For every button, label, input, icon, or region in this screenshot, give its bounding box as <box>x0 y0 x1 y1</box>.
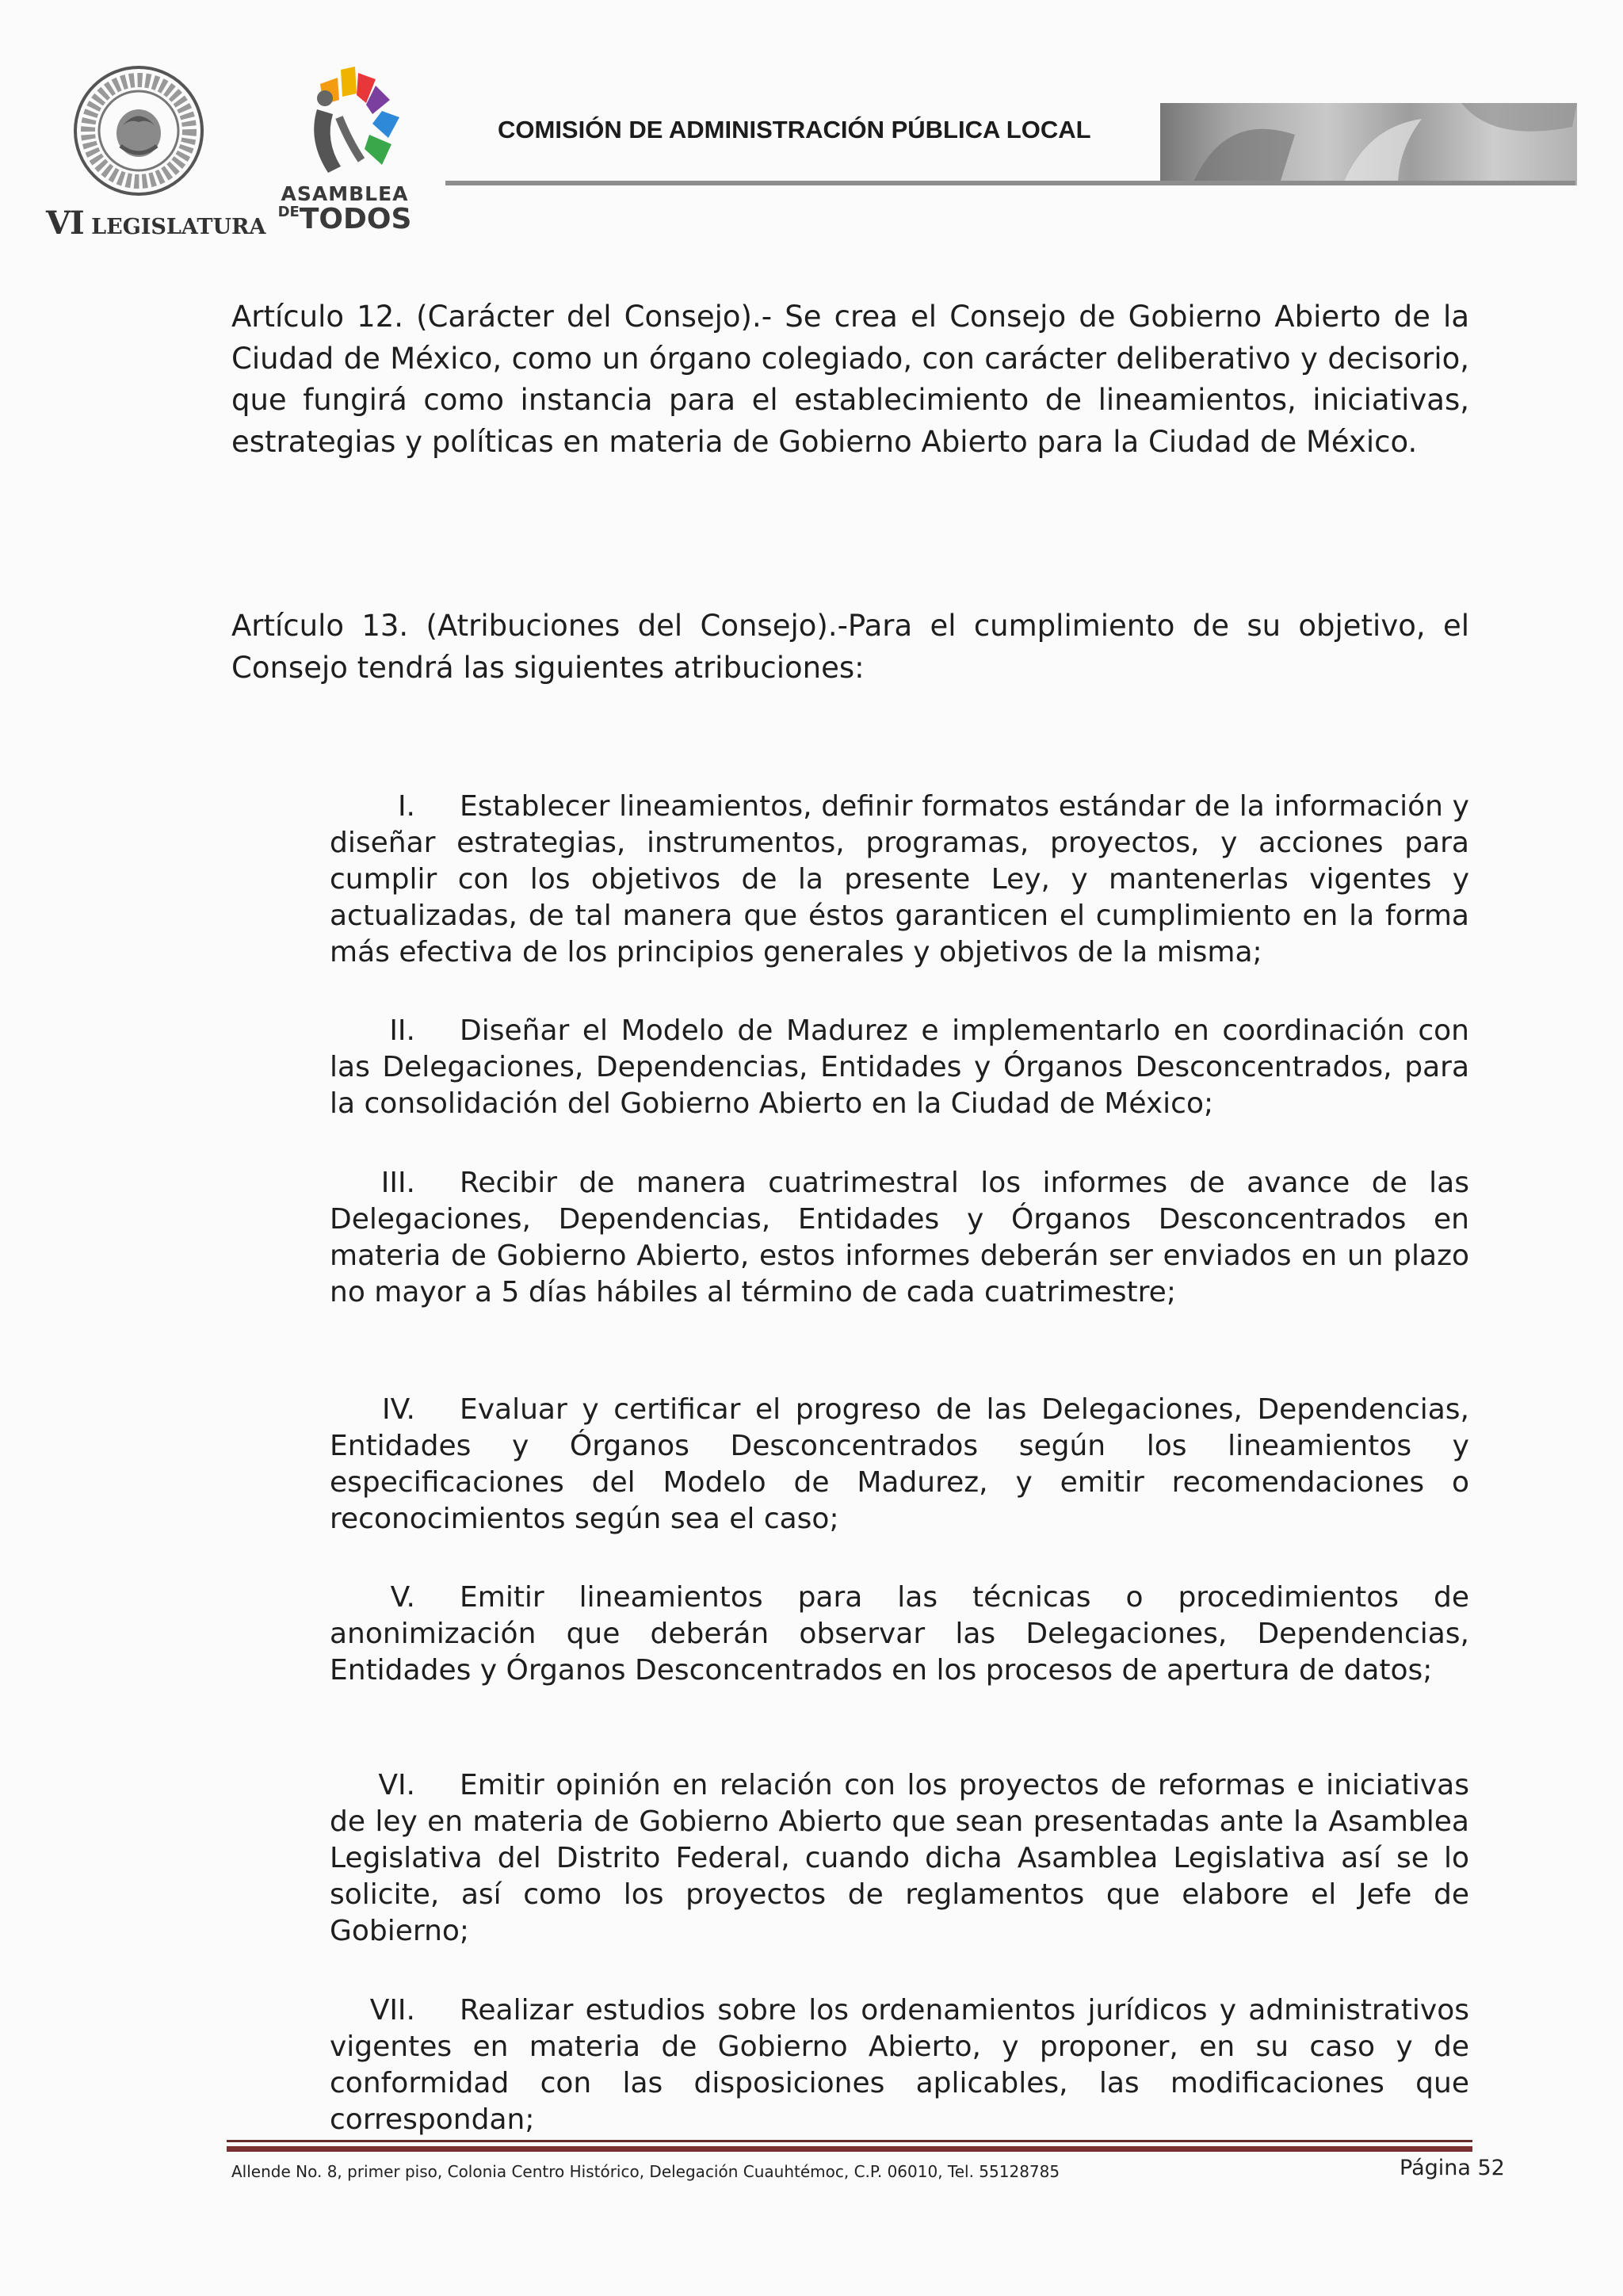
item-text: Recibir de manera cuatrimestral los informes de avance de las Delegaciones, Dependencias, Entidades y Órganos Desconcentrados en materia de Gobierno Abierto, estos informes deberán ser enviados en un plazo no mayor a 5 días hábiles al término de cada cuatrimestre; <box>330 1167 1469 1308</box>
item-text: Realizar estudios sobre los ordenamientos jurídicos y administrativos vigentes en materia de Gobierno Abierto, y proponer, en su caso y de conformidad con las disposiciones aplicables, las modificaciones que correspondan; <box>330 1994 1469 2136</box>
assembly-seal-logo <box>71 63 206 198</box>
header-band-pattern <box>1160 103 1577 185</box>
item-text: Establecer lineamientos, definir formatos estándar de la información y diseñar estrategias, instrumentos, programas, proyectos, y acciones para cumplir con los objetivos de la presente Ley, y mantenerlas vigentes y actualizadas, de tal manera que éstos garanticen el cumplimiento en la forma más efectiva de los principios generales y objetivos de la misma; <box>330 790 1469 968</box>
item-text: Emitir opinión en relación con los proyectos de reformas e iniciativas de ley en materia de Gobierno Abierto que sean presentadas ante la Asamblea Legislativa del Distrito Federal, cuando dicha Asamblea Legislativa así se lo solicite, así como los proyectos de reglamentos que elabore el Jefe de Gobierno; <box>330 1769 1469 1947</box>
item-numeral: IV. <box>381 1393 415 1426</box>
legislature-text: LEGISLATURA <box>91 215 266 239</box>
footer-rule-thick <box>227 2146 1472 2152</box>
list-item <box>330 1767 1469 1950</box>
todos-de: DE <box>277 204 300 220</box>
list-item <box>330 1992 1469 2138</box>
header-decorative-band <box>1160 103 1577 185</box>
item-numeral: II. <box>389 1014 415 1047</box>
item-text: Evaluar y certificar el progreso de las Delegaciones, Dependencias, Entidades y Órganos Desconcentrados según los lineamientos y especificaciones del Modelo de Madurez, y emitir recomendaciones o reconocimientos según sea el caso; <box>330 1393 1469 1535</box>
legislature-roman: VI <box>46 204 84 242</box>
committee-title: COMISIÓN DE ADMINISTRACIÓN PÚBLICA LOCAL <box>498 116 1091 143</box>
item-text: Diseñar el Modelo de Madurez e implementarlo en coordinación con las Delegaciones, Dependencias, Entidades y Órganos Desconcentrados, para la consolidación del Gobierno Abierto en la Ciudad de México; <box>330 1014 1469 1120</box>
article-13: Artículo 13. (Atribuciones del Consejo).-Para el cumplimiento de su objetivo, el Consejo tendrá las siguientes atribuciones: <box>231 609 1469 685</box>
legislature-label <box>46 204 266 242</box>
todos-line1: ASAMBLEA <box>281 182 409 205</box>
item-numeral: VII. <box>369 1994 415 2027</box>
list-item <box>330 1580 1469 1689</box>
asamblea-de-todos-logo <box>293 62 404 181</box>
asamblea-de-todos-wordmark <box>262 184 428 234</box>
item-numeral: V. <box>390 1581 415 1614</box>
footer-address: Allende No. 8, primer piso, Colonia Centro Histórico, Delegación Cuauhtémoc, C.P. 06010, Tel. 55128785 <box>231 2162 1060 2181</box>
todos-line2: TODOS <box>299 203 412 235</box>
page-number: Página 52 <box>1400 2156 1505 2180</box>
list-item <box>330 1013 1469 1122</box>
footer-rule-thin <box>227 2140 1472 2142</box>
list-item <box>330 1165 1469 1311</box>
todos-line2-wrap <box>262 205 428 234</box>
list-item <box>330 789 1469 971</box>
item-numeral: I. <box>397 790 415 823</box>
article-12: Artículo 12. (Carácter del Consejo).- Se crea el Consejo de Gobierno Abierto de la Ciudad de México, como un órgano colegiado, con carácter deliberativo y decisorio, que fungirá como instancia para el establecimiento de lineamientos, iniciativas, estrategias y políticas en materia de Gobierno Abierto para la Ciudad de México. <box>231 300 1469 459</box>
list-item <box>330 1392 1469 1538</box>
item-numeral: III. <box>380 1167 415 1199</box>
item-numeral: VI. <box>378 1769 415 1801</box>
item-text: Emitir lineamientos para las técnicas o procedimientos de anonimización que deberán observar las Delegaciones, Dependencias, Entidades y Órganos Desconcentrados en los procesos de apertura de datos; <box>330 1581 1469 1687</box>
header-rule <box>445 181 1575 185</box>
